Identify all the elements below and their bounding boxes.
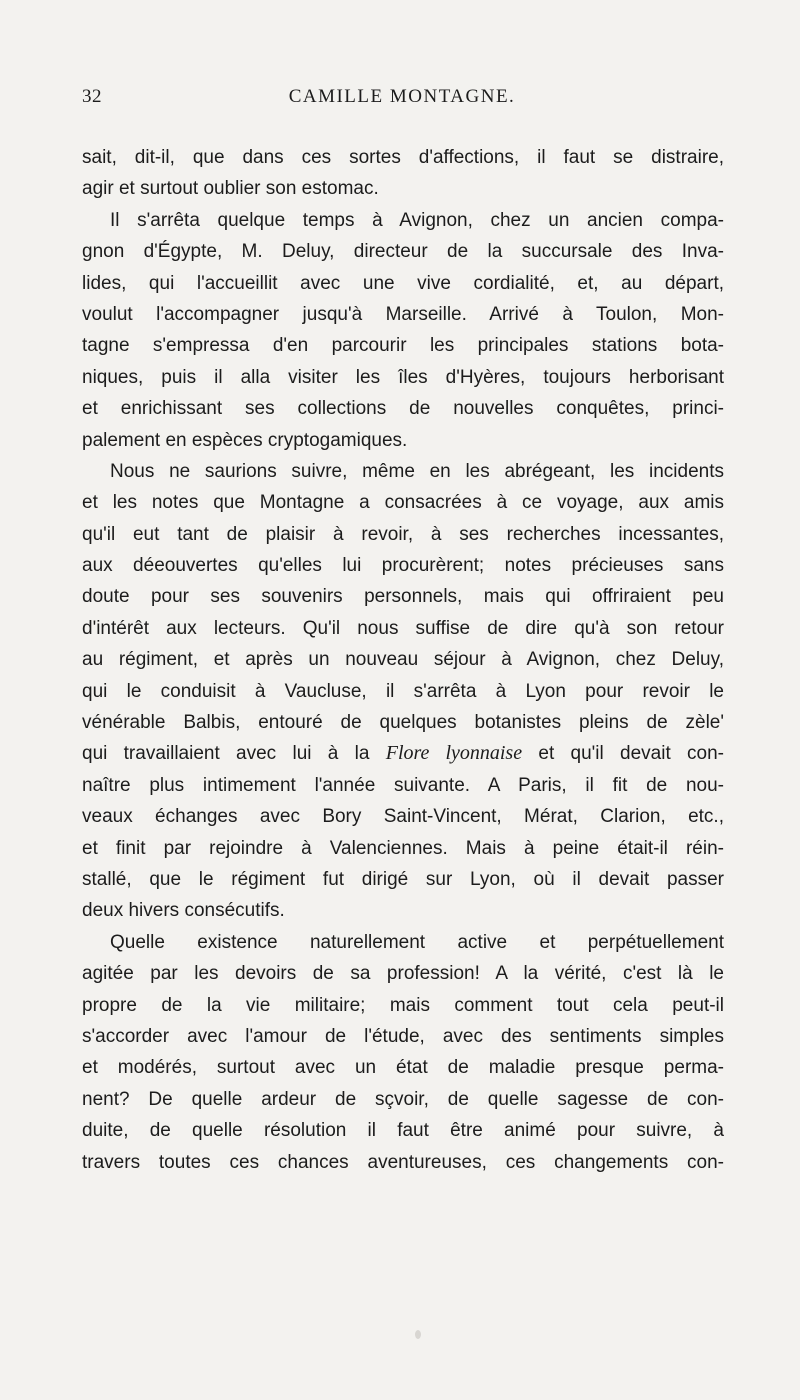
text-line: et modérés, surtout avec un état de maladie presque perma-: [82, 1057, 724, 1079]
text-line: vénérable Balbis, entouré de quelques botanistes pleins de zèle': [82, 712, 724, 734]
text-line: au régiment, et après un nouveau séjour à Avignon, chez Deluy,: [82, 649, 724, 671]
text-line: doute pour ses souvenirs personnels, mais qui offriraient peu: [82, 586, 724, 608]
text-line: deux hivers consécutifs.: [82, 900, 285, 922]
italic-title: Flore lyonnaise: [385, 742, 523, 765]
text-line: stallé, que le régiment fut dirigé sur Lyon, où il devait passer: [82, 868, 724, 890]
page-number: 32: [82, 86, 102, 107]
paper-spot: [415, 1330, 421, 1339]
text-line: Quelle existence naturellement active et perpétuellement: [110, 931, 724, 953]
text-line: naître plus intimement l'année suivante. A Paris, il fit de nou-: [82, 774, 724, 796]
text-line: s'accorder avec l'amour de l'étude, avec des sentiments simples: [82, 1025, 724, 1047]
text-line: propre de la vie militaire; mais comment tout cela peut-il: [82, 994, 724, 1016]
text-line: palement en espèces cryptogamiques.: [82, 429, 408, 451]
text-line: et les notes que Montagne a consacrées à ce voyage, aux amis: [82, 492, 724, 514]
text-line: d'intérêt aux lecteurs. Qu'il nous suffise de dire qu'à son retour: [82, 617, 724, 639]
text-line: voulut l'accompagner jusqu'à Marseille. Arrivé à Toulon, Mon-: [82, 303, 724, 325]
text-line: lides, qui l'accueillit avec une vive cordialité, et, au départ,: [82, 272, 724, 294]
text-line: agitée par les devoirs de sa profession! A la vérité, c'est là le: [82, 963, 724, 985]
text-line: et finit par rejoindre à Valenciennes. Mais à peine était-il réin-: [82, 837, 724, 859]
running-title: CAMILLE MONTAGNE.: [288, 86, 516, 107]
text-line: gnon d'Égypte, M. Deluy, directeur de la succursale des Inva-: [82, 241, 724, 263]
text-fragment: et qu'il devait con-: [522, 743, 724, 765]
text-line: et enrichissant ses collections de nouvelles conquêtes, princi-: [82, 398, 724, 420]
text-line: qui le conduisit à Vaucluse, il s'arrêta à Lyon pour revoir le: [82, 680, 724, 702]
text-line: agir et surtout oublier son estomac.: [82, 178, 379, 200]
text-line: aux déeouvertes qu'elles lui procurèrent; notes précieuses sans: [82, 555, 724, 577]
text-line: veaux échanges avec Bory Saint-Vincent, Mérat, Clarion, etc.,: [82, 806, 724, 828]
text-line: tagne s'empressa d'en parcourir les principales stations bota-: [82, 335, 724, 357]
text-line: Nous ne saurions suivre, même en les abrégeant, les incidents: [110, 460, 724, 482]
text-fragment: qui travaillaient avec lui à la: [82, 743, 386, 765]
body-text: [82, 142, 724, 1178]
text-line: nent? De quelle ardeur de sçvoir, de quelle sagesse de con-: [82, 1088, 724, 1110]
text-line-with-italic: [82, 738, 724, 769]
text-line: sait, dit-il, que dans ces sortes d'affections, il faut se distraire,: [82, 147, 724, 168]
text-line: niques, puis il alla visiter les îles d'Hyères, toujours herborisant: [82, 366, 724, 388]
text-line: qu'il eut tant de plaisir à revoir, à ses recherches incessantes,: [82, 523, 724, 545]
text-line: Il s'arrêta quelque temps à Avignon, chez un ancien compa-: [110, 209, 724, 231]
text-line: travers toutes ces chances aventureuses, ces changements con-: [82, 1151, 724, 1173]
running-head: [82, 86, 722, 116]
text-line: duite, de quelle résolution il faut être animé pour suivre, à: [82, 1120, 724, 1142]
